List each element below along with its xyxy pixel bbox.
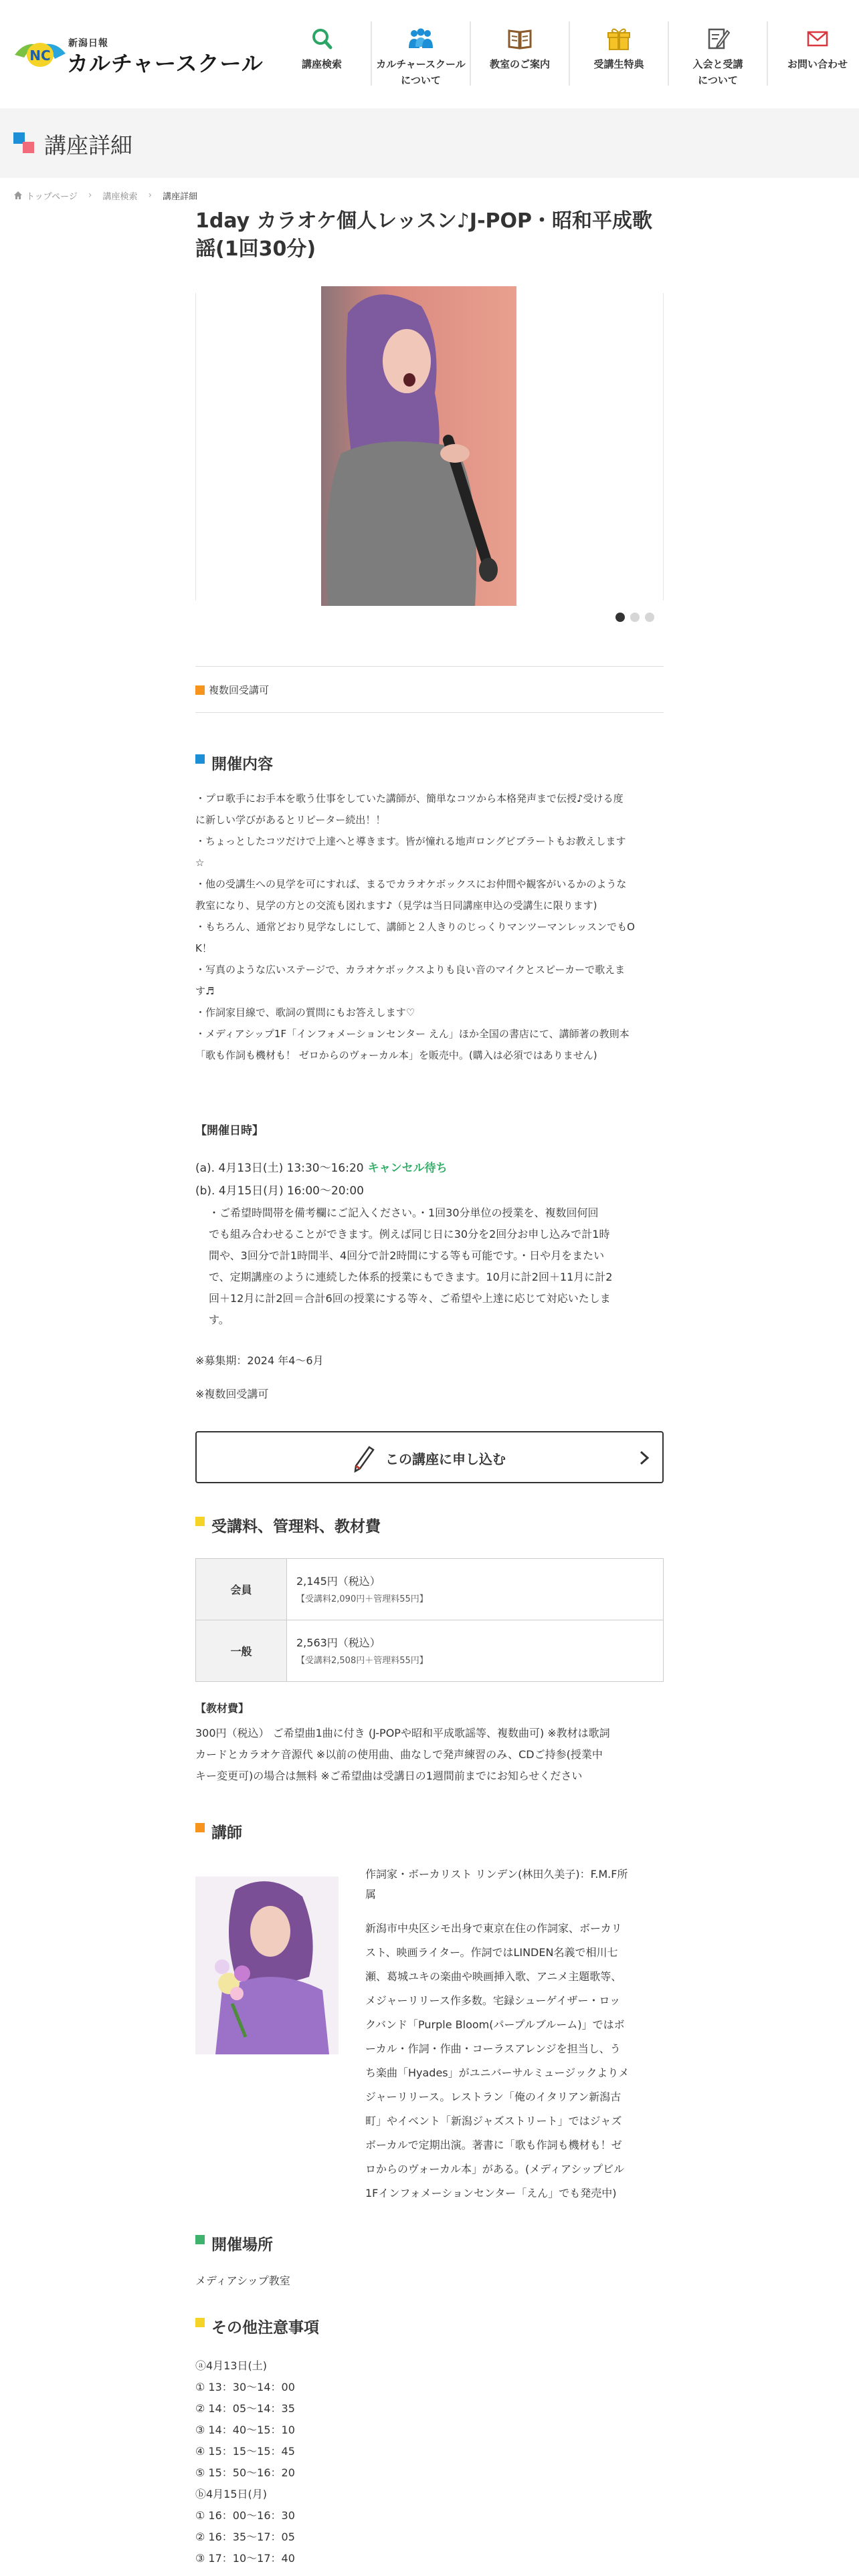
- fee-detail: 【受講料2,508円＋管理料55円】: [296, 1655, 428, 1666]
- bio-line: ーカル・作詞・作曲・コーラスアレンジを担当し、う: [365, 2042, 621, 2055]
- schedule-note-line: で、定期講座のように連続した体系的授業にもできます。10月に計2回＋11月に計2: [209, 1271, 613, 1283]
- course-title: 1day カラオケ個人レッスン♪J-POP・昭和平成歌謡(1回30分): [195, 209, 653, 261]
- breadcrumb: [13, 187, 197, 203]
- bio-line: ボーカルで定期出演。著書に「歌も作詞も機材も！ゼ: [365, 2139, 622, 2151]
- list-item: ⓐ4月13日(土): [195, 2359, 268, 2372]
- apply-button-label: この講座に申し込む: [385, 1453, 506, 1467]
- waitlist-badge: キャンセル待ち: [367, 1162, 448, 1175]
- bio-line: ロからのヴォーカル本」がある。(メディアシップビル: [365, 2163, 625, 2175]
- description-line: ・ちょっとしたコツだけで上達へと導きます。皆が憧れる地声ロングビブラートもお教えします: [195, 835, 626, 847]
- nav-item-about[interactable]: [372, 21, 471, 86]
- gift-icon: [605, 27, 632, 51]
- venue-name: メディアシップ教室: [195, 2274, 290, 2287]
- table-row: [196, 1559, 664, 1620]
- fee-value: [287, 1620, 664, 1682]
- breadcrumb-home-link[interactable]: トップページ: [26, 191, 78, 202]
- bio-line: ち楽曲「Hyades」がユニバーサルミュージックよりメ: [365, 2066, 630, 2079]
- page-title-band: [0, 108, 859, 178]
- mail-icon: [804, 27, 831, 51]
- schedule-note-line: す。: [209, 1313, 229, 1326]
- bio-line: クバンド「Purple Bloom(パープルブルーム)」ではボ: [365, 2018, 625, 2031]
- list-item: ① 13：30〜14：00: [195, 2381, 295, 2393]
- fee-price: 2,563円（税込）: [296, 1636, 381, 1649]
- list-item: ② 14：05〜14：35: [195, 2402, 295, 2415]
- materials-heading: 【教材費】: [195, 1702, 250, 1715]
- page-title: 講座詳細: [44, 132, 132, 158]
- schedule-note-line: でも組み合わせることができます。例えば同じ日に30分を2回分お申し込みで計1時: [209, 1228, 610, 1241]
- nav-label: 受講生特典: [593, 58, 644, 70]
- description-line: す♬: [195, 985, 215, 997]
- instructor-photo: [195, 1876, 339, 2054]
- section-title: 開催場所: [211, 2236, 273, 2254]
- chevron-right-icon: [638, 1450, 650, 1466]
- description-line: 教室になり、見学の方との交流も図れます♪（見学は当日同講座申込の受講生に限ります): [195, 899, 597, 911]
- section-marker: [195, 1517, 205, 1526]
- schedule-b: (b). 4月15日(月) 16:00〜20:00: [195, 1184, 364, 1198]
- site-logo[interactable]: [12, 32, 264, 76]
- book-icon: [506, 27, 533, 51]
- schedule-heading: 【開催日時】: [195, 1124, 264, 1138]
- list-item: ③ 14：40〜15：10: [195, 2424, 295, 2436]
- global-nav: [273, 21, 859, 86]
- svg-text:NC: NC: [29, 47, 51, 64]
- description-line: ・作詞家目線で、歌詞の質問にもお答えします♡: [195, 1006, 415, 1018]
- section-marker: [195, 2318, 205, 2327]
- nav-label: 講座検索: [301, 58, 342, 70]
- section-marker: [195, 754, 205, 764]
- logo-subtitle: 新潟日報: [68, 38, 108, 49]
- description-line: ・プロ歌手にお手本を歌う仕事をしていた講師が、簡単なコツから本格発声まで伝授♪受ける度: [195, 792, 624, 804]
- pen-note-icon: [704, 27, 731, 51]
- schedule-note-line: ・ご希望時間帯を備考欄にご記入ください。・1回30分単位の授業を、複数回何回: [209, 1206, 599, 1219]
- instructor-name-line: 属: [365, 1888, 377, 1901]
- schedule-note-line: 間や、3回分で計1時間半、4回分で計2時間にする等も可能です。・日や月をまたい: [209, 1249, 605, 1262]
- list-item: ④ 15：15〜15：45: [195, 2445, 295, 2458]
- course-tag-row: [195, 666, 664, 713]
- nav-label-line2: について: [401, 74, 441, 86]
- bio-line: 町」やイベント「新潟ジャズストリート」ではジャズ: [365, 2115, 622, 2127]
- carousel-dot[interactable]: [615, 613, 625, 622]
- carousel-edge: [195, 293, 196, 601]
- list-item: ⑤ 15：50〜16：20: [195, 2466, 295, 2479]
- nav-label: お問い合わせ: [787, 58, 848, 70]
- title-mark-icon: [13, 132, 36, 154]
- nav-item-contact[interactable]: [768, 21, 859, 86]
- section-title: 講師: [211, 1824, 242, 1842]
- carousel-dot[interactable]: [630, 613, 640, 622]
- breadcrumb-current: 講座詳細: [163, 191, 198, 202]
- materials-line: 300円（税込） ご希望曲1曲に付き (J-POPや昭和平成歌謡等、複数曲可) ※教材は歌詞: [195, 1727, 610, 1739]
- instructor-bio: [365, 1917, 664, 2206]
- section-title: 受講料、管理料、教材費: [211, 1518, 381, 1535]
- instructor-name: [365, 1864, 664, 1905]
- bio-line: ジャーリリース。レストラン「俺のイタリアン新潟古: [365, 2090, 622, 2103]
- description-line: ・写真のような広いステージで、カラオケボックスよりも良い音のマイクとスピーカーで歌えま: [195, 964, 626, 976]
- carousel-dots: [615, 613, 654, 622]
- description-line: に新しい学びがあるとリピーター続出！！: [195, 814, 386, 826]
- logo-title: カルチャースクール: [67, 51, 264, 76]
- carousel-edge: [663, 293, 664, 601]
- bio-line: 1Fインフォメーションセンター「えん」でも発売中): [365, 2187, 617, 2199]
- notes-list: [195, 2355, 664, 2569]
- course-photo: [321, 286, 516, 606]
- schedule-note: [209, 1202, 664, 1331]
- description-line: ☆: [195, 857, 205, 869]
- chevron-right-icon: ›: [148, 190, 153, 201]
- course-tag: 複数回受講可: [209, 684, 270, 696]
- fee-detail: 【受講料2,090円＋管理料55円】: [296, 1594, 428, 1604]
- recruitment-period: ※募集期：2024 年4〜6月: [195, 1354, 324, 1367]
- site-header: [0, 0, 859, 108]
- search-icon: [308, 27, 335, 51]
- materials-body: [195, 1723, 664, 1787]
- description-line: ・メディアシップ1F「インフォメーションセンター えん」ほか全国の書店にて、講師著の教則本: [195, 1028, 630, 1040]
- section-marker: [195, 1823, 205, 1832]
- logo-mark-icon: [12, 35, 68, 72]
- list-item: ② 16：35〜17：05: [195, 2531, 295, 2543]
- list-item: ⓑ4月15日(月): [195, 2488, 268, 2500]
- description-line: ・他の受講生への見学を可にすれば、まるでカラオケボックスにお仲間や観客がいるかのような: [195, 878, 627, 890]
- description-line: ・もちろん、通常どおり見学なしにして、講師と２人きりのじっくりマンツーマンレッスンでもO: [195, 921, 635, 933]
- schedule-a-time: (a). 4月13日(土) 13:30〜16:20: [195, 1162, 364, 1175]
- nav-label-line2: について: [698, 74, 738, 86]
- people-icon: [407, 27, 434, 51]
- tag-marker: [195, 685, 205, 695]
- bio-line: 瀬、葛城ユキの楽曲や映画挿入歌、アニメ主題歌等、: [365, 1970, 622, 1983]
- nav-label: 入会と受講: [692, 58, 743, 70]
- description-line: 「歌も作詞も機材も！ ゼロからのヴォーカル本」を販売中。(購入は必須ではありません): [195, 1049, 597, 1061]
- course-description: [195, 788, 664, 1066]
- list-item: ① 16：00〜16：30: [195, 2509, 295, 2522]
- carousel-dot[interactable]: [645, 613, 654, 622]
- bio-line: スト、映画ライター。作詞ではLINDEN名義で相川七: [365, 1946, 618, 1959]
- nav-item-enrollment[interactable]: [669, 21, 768, 86]
- section-title: その他注意事項: [211, 2319, 319, 2337]
- nav-item-benefits[interactable]: [570, 21, 669, 86]
- instructor-name-line: 作詞家・ボーカリスト リンデン(林田久美子)：F.M.F所: [365, 1868, 628, 1881]
- breadcrumb-search-link[interactable]: 講座検索: [102, 191, 138, 202]
- photo-carousel[interactable]: [195, 286, 664, 606]
- description-line: K！: [195, 942, 212, 954]
- fee-type: 一般: [196, 1620, 287, 1682]
- table-row: [196, 1620, 664, 1682]
- nav-item-classrooms[interactable]: [471, 21, 570, 86]
- multi-session-note: ※複数回受講可: [195, 1388, 269, 1400]
- fee-type: 会員: [196, 1559, 287, 1620]
- fee-price: 2,145円（税込）: [296, 1574, 381, 1588]
- nav-label: 教室のご案内: [489, 58, 550, 70]
- materials-line: カードとカラオケ音源代 ※以前の使用曲、曲なしで発声練習のみ、CDご持参(授業中: [195, 1748, 603, 1761]
- home-icon: [13, 191, 23, 200]
- chevron-right-icon: ›: [88, 190, 92, 201]
- list-item: ③ 17：10〜17：40: [195, 2552, 295, 2565]
- nav-label: カルチャースクール: [376, 58, 466, 70]
- fee-table: [195, 1558, 664, 1682]
- pen-icon: [352, 1446, 376, 1473]
- materials-line: キー変更可)の場合は無料 ※ご希望曲は受講日の1週間前までにお知らせください: [195, 1769, 583, 1782]
- bio-line: メジャーリリース作多数。宅録シューゲイザー・ロッ: [365, 1994, 621, 2007]
- apply-button[interactable]: [195, 1431, 664, 1483]
- nav-item-course-search[interactable]: [273, 21, 372, 86]
- section-title: 開催内容: [211, 756, 273, 773]
- schedule-a: [195, 1158, 448, 1175]
- bio-line: 新潟市中央区シモ出身で東京在住の作詞家、ボーカリ: [365, 1922, 622, 1935]
- section-marker: [195, 2235, 205, 2244]
- fee-value: [287, 1559, 664, 1620]
- schedule-note-line: 回＋12月に計2回＝合計6回の授業にする等々、ご希望や上達に応じて対応いたしま: [209, 1292, 611, 1305]
